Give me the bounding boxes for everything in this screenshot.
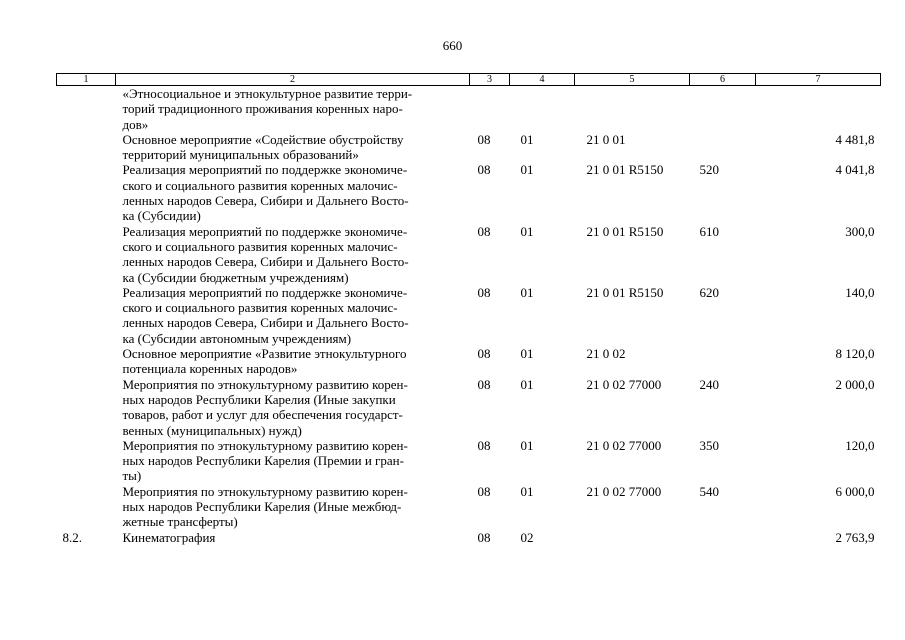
row-expense-type: 620 bbox=[699, 284, 719, 300]
row-amount: 2 763,9 bbox=[835, 529, 875, 545]
row-subsection: 01 bbox=[520, 162, 534, 178]
row-section: 08 bbox=[477, 346, 491, 362]
row-subsection: 01 bbox=[520, 376, 534, 392]
row-subsection: 01 bbox=[520, 346, 534, 362]
row-name bbox=[116, 285, 470, 346]
row-expense-type: 240 bbox=[699, 376, 719, 392]
row-expense-type bbox=[690, 346, 756, 377]
row-number bbox=[57, 377, 116, 438]
row-number bbox=[57, 224, 116, 285]
row-name-line: Основное мероприятие «Содействие обустройству bbox=[122, 131, 404, 147]
column-header: 4 bbox=[510, 74, 575, 86]
row-name-line: дов» bbox=[122, 116, 149, 132]
row-name-line: ты) bbox=[122, 468, 142, 484]
row-name-line: ных народов Республики Карелия (Иные межбюд- bbox=[122, 499, 402, 515]
column-header: 3 bbox=[470, 74, 510, 86]
row-name-line: товаров, работ и услуг для обеспечения государст- bbox=[122, 407, 403, 423]
row-name-line: Кинематография bbox=[122, 529, 216, 545]
row-name-line: Реализация мероприятий по поддержке экономиче- bbox=[122, 223, 408, 239]
table-row bbox=[57, 530, 881, 545]
row-target-code: 21 0 01 bbox=[586, 131, 626, 147]
row-name-line: ных народов Республики Карелия (Иные закупки bbox=[122, 391, 396, 407]
row-expense-type: 350 bbox=[699, 437, 719, 453]
row-target-code: 21 0 02 77000 bbox=[586, 437, 662, 453]
row-number bbox=[57, 285, 116, 346]
row-name bbox=[116, 162, 470, 223]
row-subsection bbox=[510, 86, 575, 132]
row-name-line: ка (Субсидии бюджетным учреждениям) bbox=[122, 269, 349, 285]
row-name-line: Мероприятия по этнокультурному развитию корен- bbox=[122, 483, 408, 499]
row-name-line: «Этносоциальное и этнокультурное развитие терри- bbox=[122, 86, 413, 101]
row-name bbox=[116, 86, 470, 132]
table-row bbox=[57, 224, 881, 285]
row-target-code: 21 0 01 R5150 bbox=[586, 284, 664, 300]
row-name-line: торий традиционного проживания коренных наро- bbox=[122, 101, 403, 117]
table-row bbox=[57, 162, 881, 223]
row-name-line: ленных народов Севера, Сибири и Дальнего Восто- bbox=[122, 254, 409, 270]
row-number bbox=[57, 86, 116, 132]
row-expense-type: 610 bbox=[699, 223, 719, 239]
row-name-line: ка (Субсидии автономным учреждениям) bbox=[122, 330, 352, 346]
table-row bbox=[57, 377, 881, 438]
row-expense-type bbox=[690, 132, 756, 163]
row-number bbox=[57, 346, 116, 377]
row-name bbox=[116, 377, 470, 438]
row-name-line: ленных народов Севера, Сибири и Дальнего Восто- bbox=[122, 315, 409, 331]
row-subsection: 01 bbox=[520, 131, 534, 147]
row-amount: 2 000,0 bbox=[835, 376, 875, 392]
column-header: 5 bbox=[575, 74, 690, 86]
row-subsection: 01 bbox=[520, 437, 534, 453]
row-name bbox=[116, 224, 470, 285]
row-amount: 120,0 bbox=[845, 437, 875, 453]
row-name-line: ка (Субсидии) bbox=[122, 208, 201, 224]
row-amount: 300,0 bbox=[845, 223, 875, 239]
row-target-code: 21 0 02 77000 bbox=[586, 376, 662, 392]
row-expense-type: 540 bbox=[699, 483, 719, 499]
table-row bbox=[57, 484, 881, 530]
row-amount: 8 120,0 bbox=[835, 346, 875, 362]
row-name-line: ных народов Республики Карелия (Премии и гран- bbox=[122, 453, 404, 469]
column-header: 1 bbox=[57, 74, 116, 86]
row-amount: 6 000,0 bbox=[835, 483, 875, 499]
table-body bbox=[57, 86, 881, 545]
row-section bbox=[470, 86, 510, 132]
table-row bbox=[57, 132, 881, 163]
row-number bbox=[57, 438, 116, 484]
budget-table bbox=[56, 73, 881, 545]
row-amount: 4 041,8 bbox=[835, 162, 875, 178]
row-subsection: 01 bbox=[520, 284, 534, 300]
row-name-line: ского и социального развития коренных малочис- bbox=[122, 177, 398, 193]
table-row bbox=[57, 346, 881, 377]
row-name-line: жетные трансферты) bbox=[122, 514, 238, 530]
row-section: 08 bbox=[477, 162, 491, 178]
row-name bbox=[116, 484, 470, 530]
row-name-line: ского и социального развития коренных малочис- bbox=[122, 238, 398, 254]
row-section: 08 bbox=[477, 131, 491, 147]
row-name-line: Основное мероприятие «Развитие этнокультурного bbox=[122, 346, 407, 362]
row-name-line: Реализация мероприятий по поддержке экономиче- bbox=[122, 284, 408, 300]
row-name-line: Мероприятия по этнокультурному развитию корен- bbox=[122, 376, 408, 392]
row-number bbox=[57, 162, 116, 223]
row-amount: 4 481,8 bbox=[835, 131, 875, 147]
row-subsection: 01 bbox=[520, 223, 534, 239]
row-section: 08 bbox=[477, 284, 491, 300]
row-expense-type bbox=[690, 530, 756, 545]
column-number-header bbox=[57, 74, 881, 86]
row-subsection: 01 bbox=[520, 483, 534, 499]
row-target-code: 21 0 02 bbox=[586, 346, 626, 362]
row-section: 08 bbox=[477, 223, 491, 239]
row-amount bbox=[756, 86, 881, 132]
row-name bbox=[116, 346, 470, 377]
row-name-line: венных (муниципальных) нужд) bbox=[122, 422, 302, 438]
table-row bbox=[57, 285, 881, 346]
row-name bbox=[116, 132, 470, 163]
column-header: 2 bbox=[116, 74, 470, 86]
row-expense-type bbox=[690, 86, 756, 132]
row-amount: 140,0 bbox=[845, 284, 875, 300]
row-name-line: Реализация мероприятий по поддержке экономиче- bbox=[122, 162, 408, 178]
row-name-line: потенциала коренных народов» bbox=[122, 361, 298, 377]
page-number: 660 bbox=[442, 38, 463, 53]
row-section: 08 bbox=[477, 437, 491, 453]
column-header: 7 bbox=[756, 74, 881, 86]
row-name bbox=[116, 438, 470, 484]
row-name-line: ленных народов Севера, Сибири и Дальнего Восто- bbox=[122, 193, 409, 209]
row-target-code bbox=[575, 86, 690, 132]
table-row bbox=[57, 438, 881, 484]
row-target-code: 21 0 02 77000 bbox=[586, 483, 662, 499]
row-number bbox=[57, 132, 116, 163]
row-target-code: 21 0 01 R5150 bbox=[586, 162, 664, 178]
row-number: 8.2. bbox=[62, 529, 82, 545]
row-number bbox=[57, 484, 116, 530]
row-name-line: Мероприятия по этнокультурному развитию корен- bbox=[122, 437, 408, 453]
row-name-line: ского и социального развития коренных малочис- bbox=[122, 300, 398, 316]
table-row bbox=[57, 86, 881, 132]
row-section: 08 bbox=[477, 483, 491, 499]
row-section: 08 bbox=[477, 376, 491, 392]
row-target-code bbox=[575, 530, 690, 545]
row-expense-type: 520 bbox=[699, 162, 719, 178]
row-name-line: территорий муниципальных образований» bbox=[122, 147, 359, 163]
row-subsection: 02 bbox=[520, 529, 534, 545]
row-name bbox=[116, 530, 470, 545]
row-target-code: 21 0 01 R5150 bbox=[586, 223, 664, 239]
column-header: 6 bbox=[690, 74, 756, 86]
row-section: 08 bbox=[477, 529, 491, 545]
